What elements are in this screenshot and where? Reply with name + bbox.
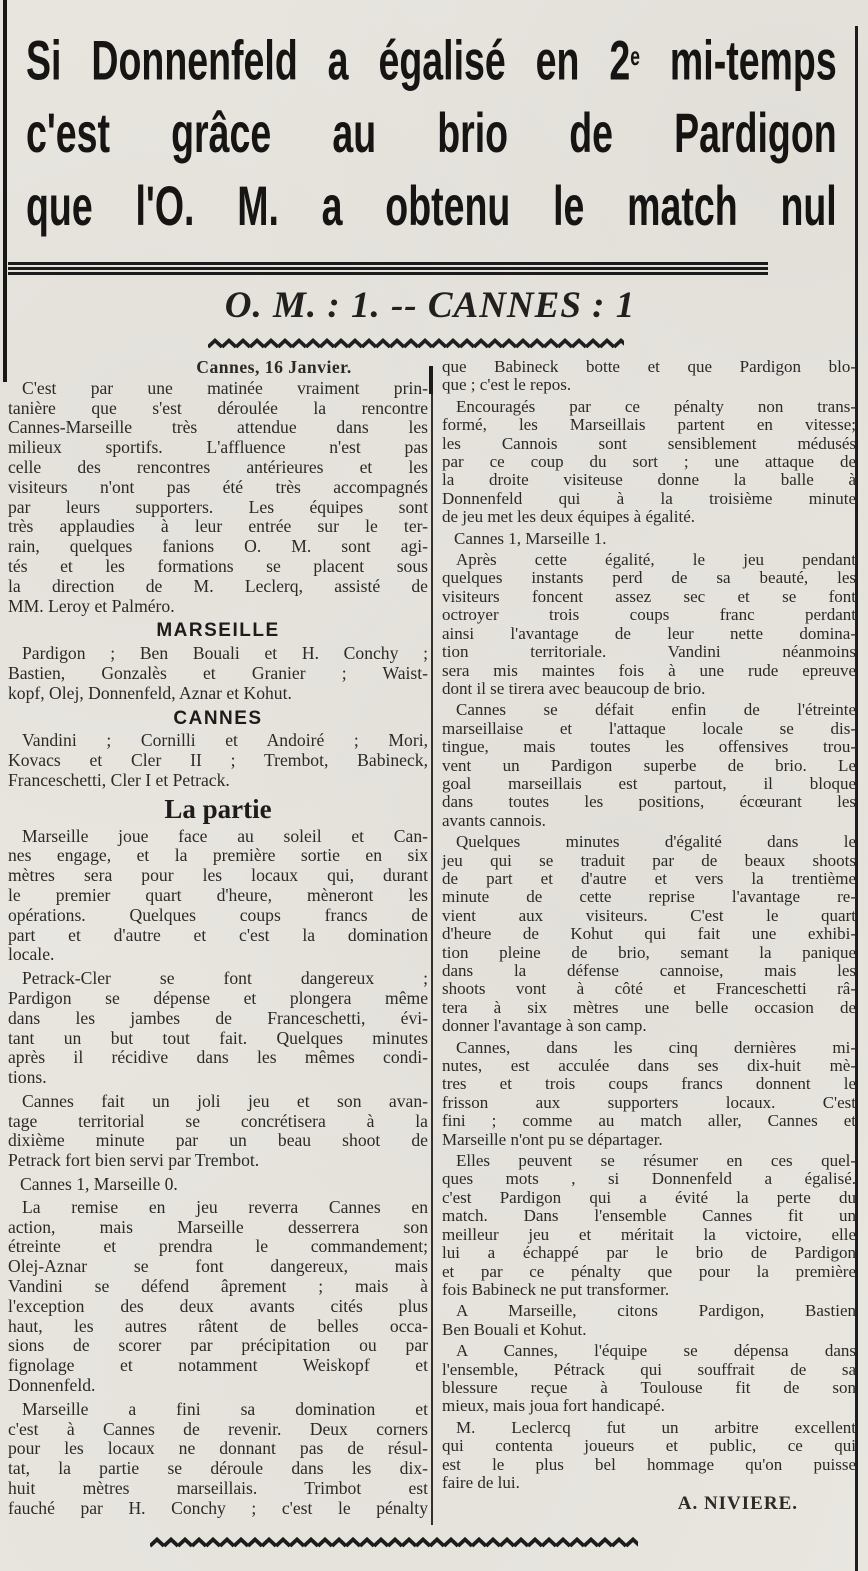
text-line: celle des rencontres antérieures et les <box>8 456 428 477</box>
text-line: Donnenfeld. <box>8 1375 96 1396</box>
text-line: tres et trois coups francs donnent le <box>442 1074 856 1094</box>
text-line: ques mots , si Donnenfeld a égalisé. <box>442 1169 856 1189</box>
text-line: Vandini ; Cornilli et Andoiré ; Mori, <box>22 730 428 751</box>
text-line: jeu qui se traduit par de beaux shoots <box>442 850 856 870</box>
text-line: de jeu met les deux équipes à égalité. <box>442 507 696 527</box>
text-line: fauché par H. Conchy ; c'est le pénalty <box>8 1497 428 1518</box>
zigzag-rule-bottom <box>150 1536 638 1555</box>
text-line: Petrack fort bien servi par Trembot. <box>8 1150 260 1171</box>
text-line: M. Leclercq fut un arbitre excellent <box>456 1417 856 1437</box>
text-line: c'est à Cannes de revenir. Deux corners <box>8 1418 428 1439</box>
text-line: le premier quart d'heure, mèneront les <box>8 884 428 905</box>
text-line: A Marseille, citons Pardigon, Bastien <box>456 1301 856 1321</box>
paragraph <box>8 827 428 966</box>
text-line: lui a échappé par le brio de Pardigon <box>442 1243 856 1263</box>
text-line: fignolage et notamment Weiskopf et <box>8 1355 428 1376</box>
text-line: kopf, Olej, Donnenfeld, Aznar et Kohut. <box>8 682 292 703</box>
text-line: l'ensemble, Pétrack qui souffrait de sa <box>442 1359 856 1379</box>
right-column <box>442 358 856 1523</box>
text-line: tions. <box>8 1067 47 1088</box>
text-line: match. Dans l'ensemble Cannes fit un <box>442 1206 856 1226</box>
text-line: vent un Pardigon superbe de brio. Le <box>442 755 856 775</box>
paragraph <box>442 1342 856 1416</box>
text-line: très applaudies à leur entrée sur le ter- <box>8 516 428 537</box>
text-line: Marseille joue face au soleil et Can- <box>22 825 428 846</box>
text-line: dans la défense cannoise, mais les <box>442 961 856 980</box>
text-line: Olej-Aznar se font dangereux, mais <box>8 1256 428 1277</box>
score-line: Cannes 1, Marseille 1. <box>454 528 607 548</box>
text-line: marseillaise et l'attaque locale se dis- <box>442 718 856 738</box>
paragraph <box>442 551 856 698</box>
headline-text: mi-temps <box>639 28 837 92</box>
paragraph <box>8 644 428 703</box>
text-line: sera mis maintes fois à une rude epreuve <box>442 660 856 680</box>
paragraph <box>442 833 856 1035</box>
text-line: fini ; comme au match aller, Cannes et <box>442 1111 856 1131</box>
text-line: Cannes se défait enfin de l'étreinte <box>456 700 856 720</box>
text-line: avants cannois. <box>442 810 546 830</box>
paragraph <box>442 701 856 830</box>
paragraph <box>442 1302 856 1339</box>
text-line: dixième minute par un beau shoot de <box>8 1130 428 1151</box>
text-line: dont il se tirera avec beaucoup de brio. <box>442 678 706 698</box>
headline-triple-rule <box>8 262 768 275</box>
text-line: que Babineck botte et que Pardigon blo- <box>442 357 856 376</box>
text-line: action, mais Marseille desserrera son <box>8 1216 428 1237</box>
text-line: après il récidive dans les mêmes condi- <box>8 1047 428 1068</box>
text-line: est le plus bel hommage qu'on puisse <box>442 1454 856 1474</box>
text-line: pour les locaux ne donnant pas de résul- <box>8 1438 428 1459</box>
text-line: dans les jambes de Franceschetti, évi- <box>8 1007 428 1028</box>
text-line: blessure reçue à Toulouse fit de son <box>442 1377 856 1397</box>
text-line: frisson aux supporters locaux. C'est <box>442 1092 856 1112</box>
article-body <box>8 358 856 1523</box>
text-line: mieux, mais joua fort handicapé. <box>442 1396 665 1416</box>
text-line: de part et d'autre et vers la trentième <box>442 868 856 888</box>
text-line: Quelques minutes d'égalité dans le <box>456 832 856 852</box>
paragraph <box>442 398 856 527</box>
text-line: vient aux visiteurs. C'est le quart <box>442 905 856 925</box>
text-line: la direction de M. Leclerq, assisté de <box>8 575 428 596</box>
text-line: Pardigon ; Ben Bouali et H. Conchy ; <box>22 643 428 664</box>
paragraph <box>8 1400 428 1519</box>
text-line: Cannes-Marseille très attendue dans les <box>8 417 428 438</box>
text-line: visiteurs foncent assez sec et se font <box>442 586 856 606</box>
text-line: Elles peuvent se résumer en ces quel- <box>456 1151 856 1171</box>
text-line: meilleur jeu et méritait la victoire, elle <box>442 1224 856 1244</box>
text-line: Marseille n'ont pu se départager. <box>442 1129 663 1149</box>
zigzag-rule-top <box>208 337 624 356</box>
text-line: faire de lui. <box>442 1472 520 1492</box>
text-line: étreinte et prendra le commandement; <box>8 1236 428 1257</box>
text-line: les Cannois sont sensiblement médusés <box>442 433 856 453</box>
paragraph <box>442 1152 856 1299</box>
text-line: Marseille a fini sa domination et <box>22 1398 428 1419</box>
text-line: milieux sportifs. L'affluence n'est pas <box>8 437 428 458</box>
text-line: La remise en jeu reverra Cannes en <box>22 1196 428 1217</box>
text-line: Bastien, Gonzalès et Granier ; Waist- <box>8 662 428 683</box>
text-line: Cannes fait un joli jeu et son avan- <box>22 1090 428 1111</box>
text-line: qui contenta joueurs et public, ce qui <box>442 1436 856 1456</box>
text-line: C'est par une matinée vraiment prin- <box>22 377 428 398</box>
text-line: la droite visiteuse donne la balle à <box>442 470 856 490</box>
text-line: Après cette égalité, le jeu pendant <box>456 550 856 570</box>
text-line: fois Babineck ne put transformer. <box>442 1279 670 1299</box>
text-line: d'heure de Kohut qui fait une exhibi- <box>442 924 856 944</box>
left-column <box>8 358 428 1523</box>
text-line: MM. Leroy et Palméro. <box>8 595 175 616</box>
text-line: Vandini se défend âprement ; mais à <box>8 1276 428 1297</box>
text-line: tion territoriale. Vandini néanmoins <box>442 642 856 662</box>
paragraph <box>442 1039 856 1149</box>
paragraph <box>8 969 428 1088</box>
text-line: Ben Bouali et Kohut. <box>442 1319 587 1339</box>
text-line: tant un but tout fait. Quelques minutes <box>8 1027 428 1048</box>
text-line: Encouragés par ce pénalty non trans- <box>456 396 856 416</box>
paragraph <box>8 379 428 617</box>
text-line: c'est Pardigon qui a évité la perte du <box>442 1187 856 1207</box>
team-heading: MARSEILLE <box>156 620 280 642</box>
text-line: et par ce pénalty que pour la première <box>442 1261 856 1281</box>
paragraph <box>8 1198 428 1396</box>
text-line: ainsi l'avantage de leur nette domina- <box>442 623 856 643</box>
text-line: dans toutes les positions, écœurant les <box>442 792 856 812</box>
signature: A. NIVIERE. <box>677 1493 798 1515</box>
paragraph <box>8 1092 428 1171</box>
text-line: Petrack-Cler se font dangereux ; <box>22 968 428 989</box>
text-line: visiteurs n'ont pas été très accompagnés <box>8 476 428 497</box>
text-line: Pardigon se dépense et plongera même <box>8 987 428 1008</box>
text-line: sions de scorer par précipitation ou par <box>8 1335 428 1356</box>
dateline: Cannes, 16 Janvier. <box>196 357 352 377</box>
text-line: tage territorial se concrétisera à la <box>8 1110 428 1131</box>
paragraph <box>442 1419 856 1493</box>
text-line: tat, la partie se déroule dans les dix- <box>8 1458 428 1479</box>
text-line: mètres sera pour les locaux qui, durant <box>8 865 428 886</box>
text-line: nes engage, et la première sortie en six <box>8 845 428 866</box>
text-line: que ; c'est le repos. <box>442 375 572 395</box>
headline-line-2: c'est grâce au brio de Pardigon <box>26 101 837 165</box>
score-subhead: O. M. : 1. -- CANNES : 1 <box>224 285 636 326</box>
text-line: Kovacs et Cler II ; Trembot, Babineck, <box>8 750 428 771</box>
text-line: octroyer trois coups franc perdant <box>442 605 856 625</box>
text-line: locale. <box>8 944 55 965</box>
text-line: tés et les formations se placent sous <box>8 555 428 576</box>
text-line: minute de cette reprise l'avantage re- <box>442 887 856 907</box>
text-line: par ce coup du sort ; une attaque de <box>442 452 856 472</box>
team-heading: CANNES <box>173 707 263 729</box>
text-line: quelques instants perd de sa beauté, les <box>442 568 856 588</box>
superscript-e: e <box>630 41 640 71</box>
text-line: goal marseillais est partout, il bloque <box>442 773 856 793</box>
text-line: tion pleine de brio, semant la panique <box>442 942 856 962</box>
text-line: part et d'autre et c'est la domination <box>8 924 428 945</box>
text-line: Franceschetti, Cler I et Petrack. <box>8 769 230 790</box>
headline-text: Si Donnenfeld a égalisé en 2 <box>26 28 631 92</box>
left-edge-rule <box>3 0 7 382</box>
text-line: tera à six mètres une belle occasion de <box>442 997 856 1017</box>
text-line: donner l'avantage à son camp. <box>442 1016 647 1036</box>
text-line: par leurs supporters. Les équipes sont <box>8 496 428 517</box>
headline-line-3: que l'O. M. a obtenu le match nul <box>26 174 837 238</box>
text-line: l'exception des deux avants cités plus <box>8 1295 428 1316</box>
text-line: nutes, est acculée dans ses dix-huit mè- <box>442 1056 856 1076</box>
paragraph <box>8 731 428 790</box>
text-line: huit mètres marseillais. Trimbot est <box>8 1478 428 1499</box>
text-line: rain, quelques fanions O. M. sont agi- <box>8 536 428 557</box>
text-line: tingue, mais toutes les offensives trou- <box>442 737 856 757</box>
text-line: A Cannes, l'équipe se dépensa dans <box>456 1341 856 1361</box>
text-line: Donnenfeld qui à la troisième minute <box>442 488 856 508</box>
text-line: formé, les Marseillais partent en vitesse; <box>442 415 856 435</box>
headline-line-1 <box>26 20 837 96</box>
text-line: shoots vont à côté et Franceschetti râ- <box>442 979 856 999</box>
text-line: tanière que s'est déroulée la rencontre <box>8 397 428 418</box>
score-line: Cannes 1, Marseille 0. <box>20 1174 178 1195</box>
paragraph <box>442 358 856 395</box>
headline <box>26 20 856 242</box>
text-line: opérations. Quelques coups francs de <box>8 904 428 925</box>
text-line: haut, les autres râtent de belles occa- <box>8 1315 428 1336</box>
text-line: Cannes, dans les cinq dernières mi- <box>456 1037 856 1057</box>
section-heading: La partie <box>164 793 272 824</box>
